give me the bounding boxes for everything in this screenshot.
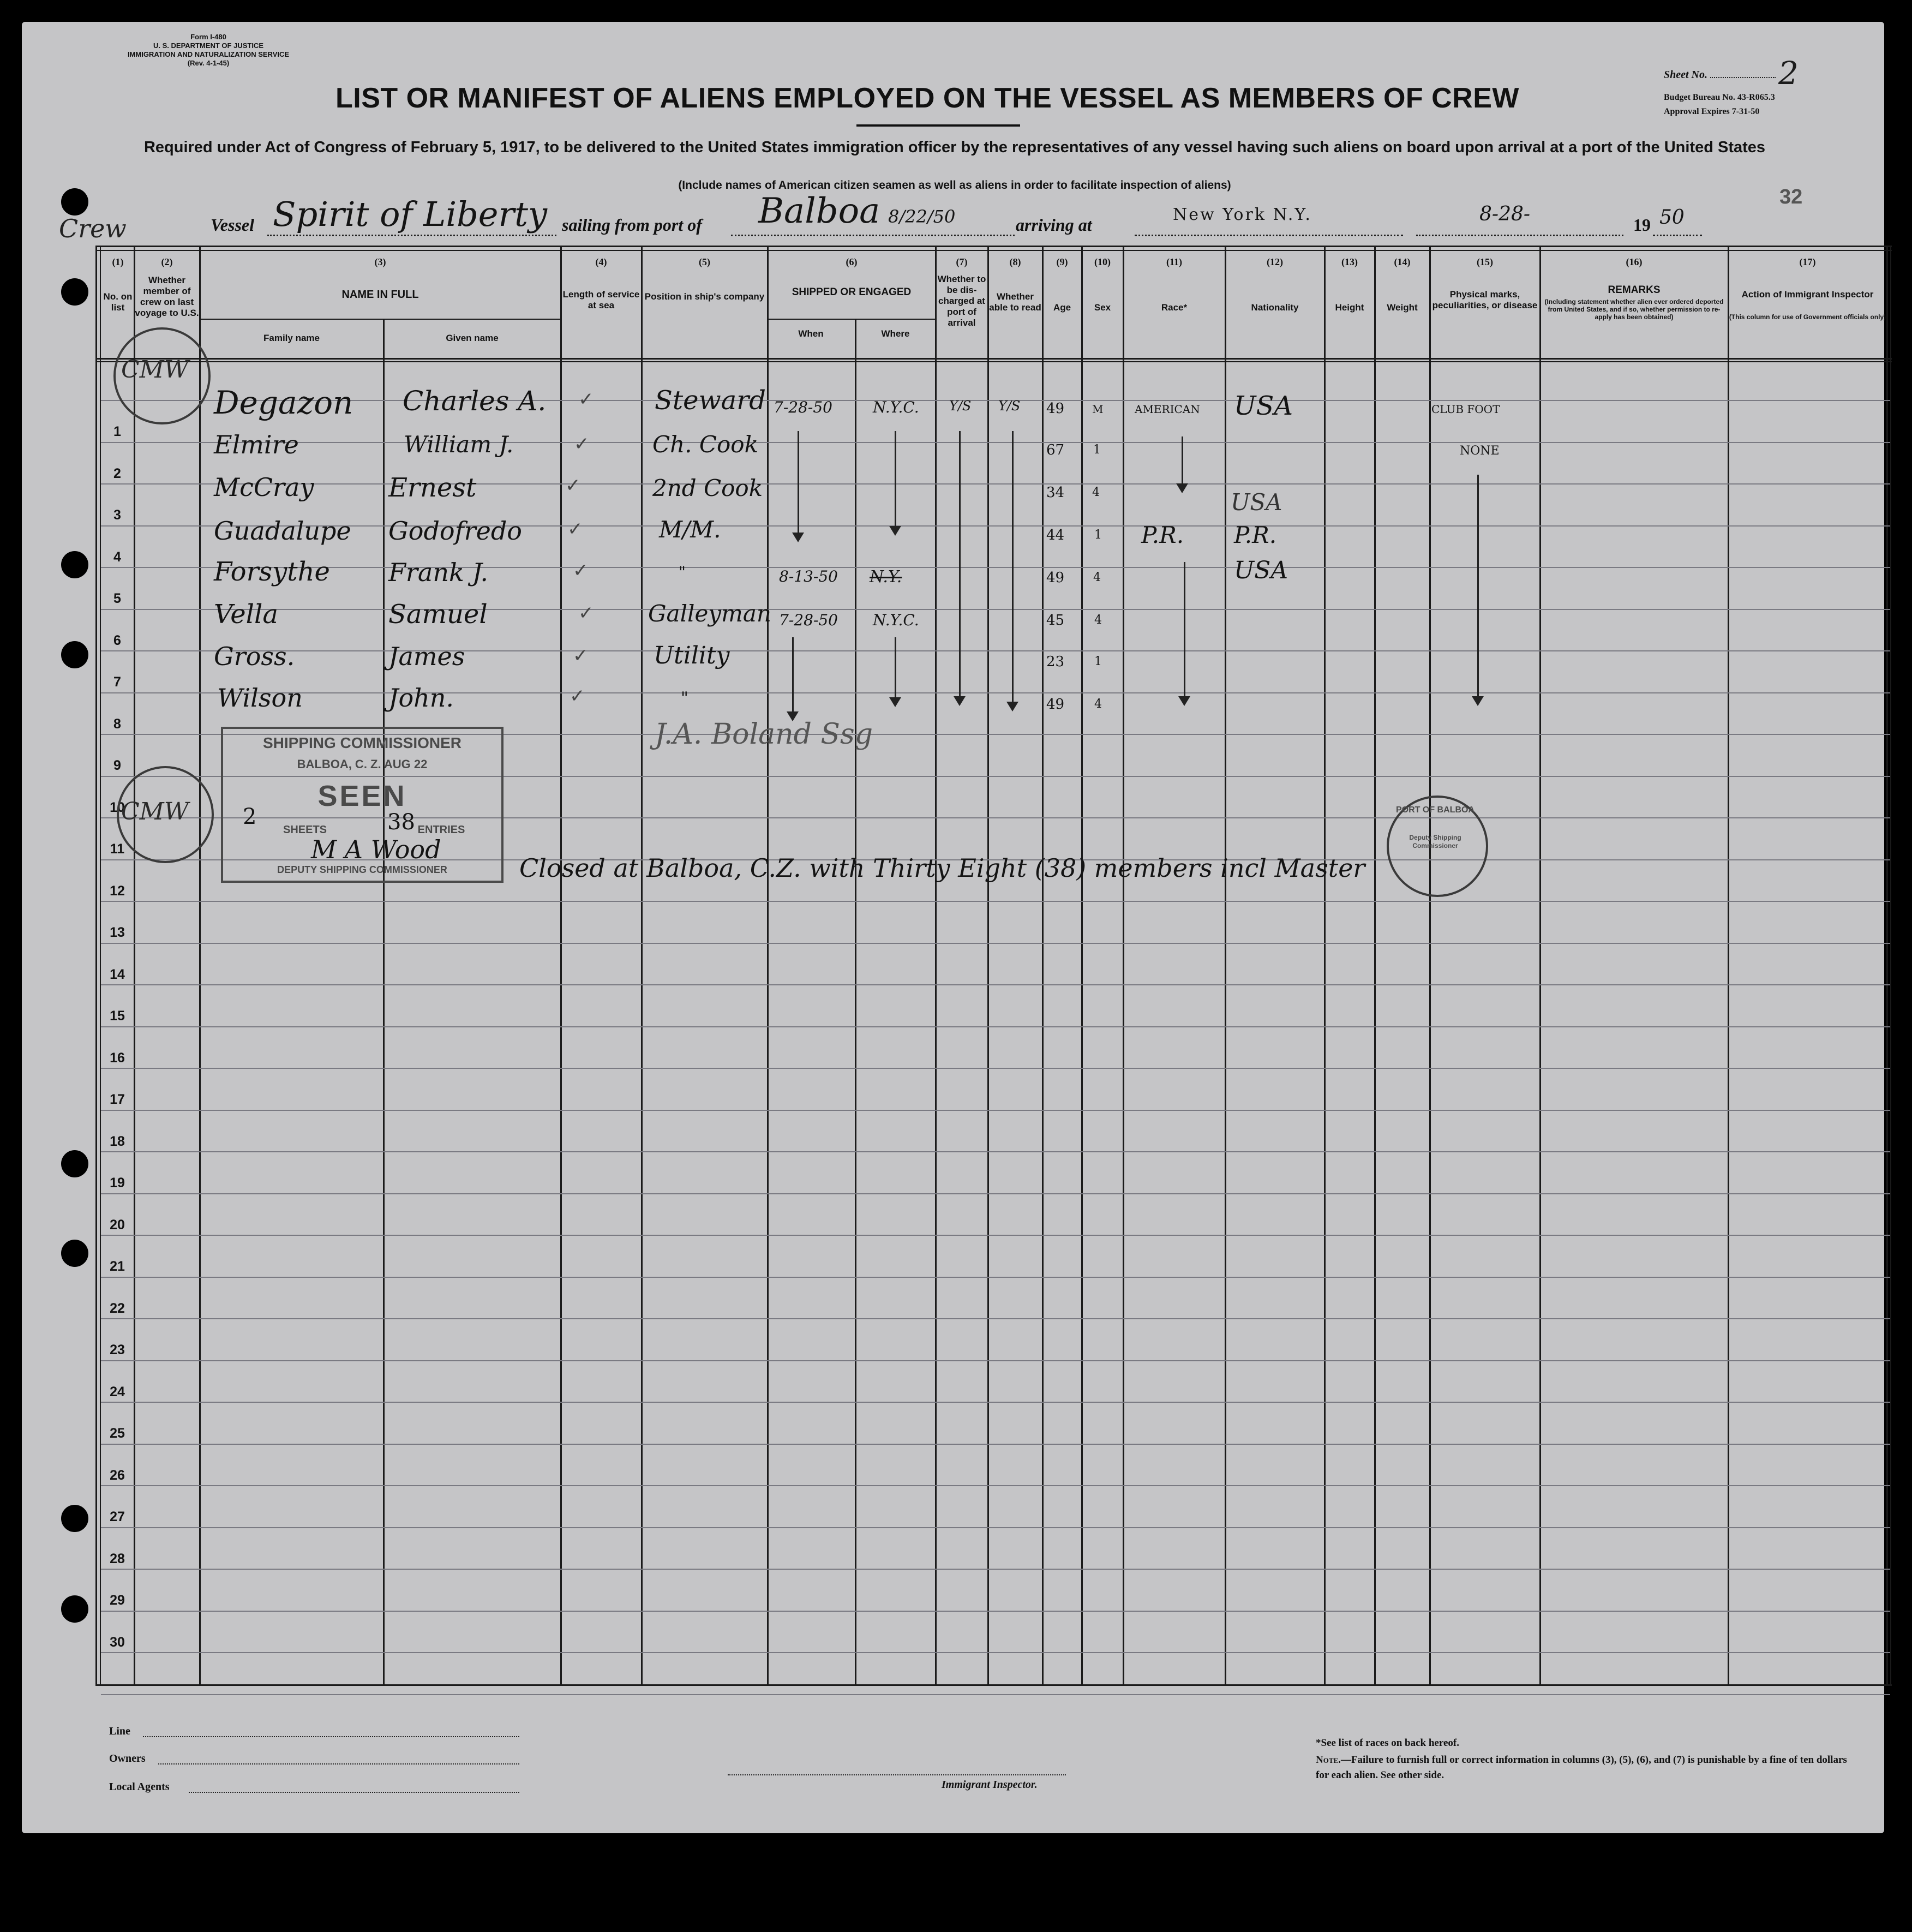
family-name: Forsythe [214,557,330,587]
col-number: (10) [1094,256,1111,267]
given-name: William J. [404,431,514,458]
header-height: Height [1335,302,1364,313]
header-no-on-list: No. on list [103,291,133,313]
punch-hole [61,1505,88,1532]
row-number: 23 [110,1342,125,1357]
row-rule [101,567,1890,568]
nationality: USA [1234,391,1293,421]
col-number: (9) [1056,256,1068,267]
row-rule [101,1569,1890,1570]
ditto-arrow [959,431,961,698]
row-rule [101,483,1890,485]
col-border [641,246,643,1686]
row-number: 15 [110,1008,125,1024]
row-rule [101,692,1890,693]
col-border [1374,246,1376,1686]
col-number: (8) [1009,256,1021,267]
seal-subtitle: Deputy Shipping Commissioner [1409,834,1461,850]
owners-label: Owners [109,1752,146,1764]
row-number: 12 [110,883,125,899]
col-border [1539,246,1541,1686]
corner-number: 32 [1779,186,1803,208]
header-family-name: Family name [263,333,320,343]
row-rule [101,984,1890,985]
shipped-subheader-rule [767,319,935,320]
form-number: Form I-480 [190,33,226,41]
shipped-when: 7-28-50 [774,398,832,416]
row-rule [101,1235,1890,1236]
punch-hole [61,1150,88,1177]
revision: (Rev. 4-1-45) [187,59,230,67]
age: 34 [1046,485,1065,501]
col-number: (13) [1341,256,1358,267]
inspector-signature-field[interactable] [728,1774,1066,1775]
header-length-of-service: Length of service at sea [562,289,640,310]
row-rule [101,650,1890,651]
row-number: 7 [113,674,121,690]
row-rule [101,1611,1890,1612]
seal-title: PORT OF BALBOA [1396,805,1475,815]
row-rule [101,1444,1890,1445]
col-number: (12) [1267,256,1283,267]
row-number: 18 [110,1133,125,1149]
given-name: Frank J. [388,558,488,587]
budget-number: Budget Bureau No. 43-R065.3 [1664,93,1775,102]
col-border [199,246,201,1686]
race: P.R. [1141,522,1184,548]
ditto-arrow [895,431,896,528]
ditto-arrow [792,637,794,714]
closing-note: Closed at Balboa, C.Z. with Thirty Eight (38) members incl Master [519,853,1365,883]
budget-info [1664,91,1871,119]
table-bottom-rule [95,1684,1892,1686]
shipped-where: N.Y.C. [873,398,919,416]
vessel-name: Spirit of Liberty [273,194,548,234]
position: 2nd Cook [652,475,763,501]
sex: 4 [1094,613,1102,627]
row-rule [101,400,1890,401]
ditto-arrow [895,637,896,699]
family-name: Gross. [214,642,295,671]
row-rule [101,943,1890,944]
family-name: Guadalupe [214,516,351,546]
row-rule [101,1110,1890,1111]
age: 67 [1046,442,1065,458]
given-name: Samuel [388,599,488,630]
owners-field[interactable] [158,1763,519,1764]
row-number: 21 [110,1259,125,1274]
col-border [987,246,989,1686]
header-sex: Sex [1094,302,1111,313]
row-number: 28 [110,1551,125,1566]
nationality: USA [1234,557,1288,584]
family-name: Elmire [214,430,299,459]
position: Galleyman [648,600,771,627]
row-rule [101,1068,1890,1069]
col-border [1123,246,1124,1686]
col-number: (16) [1626,256,1643,267]
shipped-where: N.Y.C. [873,611,919,629]
vessel-label: Vessel [211,215,254,235]
punch-hole [61,1240,88,1267]
row-number: 29 [110,1593,125,1608]
note-label: Note. [1316,1754,1341,1766]
age: 23 [1046,654,1065,670]
col-border [1429,246,1431,1686]
age: 49 [1046,400,1065,417]
discharged: Y/S [949,398,972,414]
header-bottom-rule [95,358,1892,360]
year-prefix: 19 [1633,215,1651,235]
able-to-read: Y/S [998,398,1021,414]
row-rule [101,1527,1890,1528]
given-name: Godofredo [388,516,522,546]
row-number: 8 [113,716,121,732]
sex: 1 [1094,528,1102,542]
col-border [95,246,97,1686]
stamp-sheets-count: 2 [243,804,257,829]
sex: 4 [1094,697,1102,711]
sailing-port: Balboa [758,191,880,231]
punch-hole [61,551,88,578]
punch-hole [61,278,88,306]
ditto-arrow [798,431,799,535]
shipped-when: 7-28-50 [779,611,838,629]
seal-initials: CMW [121,356,189,384]
given-name: James [388,642,465,671]
crew-table [95,246,1892,1686]
family-name: Wilson [217,683,303,713]
col-border [383,319,385,1686]
position: Utility [654,642,730,669]
sheet-number: 2 [1778,55,1799,92]
col-number: (4) [595,256,607,267]
row-number: 10 [110,799,125,815]
sailing-label: sailing from port of [562,215,702,235]
row-rule [101,1026,1890,1027]
include-note: (Include names of American citizen seamen as well as aliens in order to facilitate inspection of aliens) [678,179,1231,192]
check-mark: ✓ [573,560,589,582]
row-number: 1 [113,424,121,439]
col-border [1324,246,1326,1686]
sex: 4 [1093,571,1101,584]
department: U. S. DEPARTMENT OF JUSTICE [153,41,263,50]
given-name: Charles A. [403,385,547,417]
family-name: McCray [214,472,314,502]
seal-initials: CMW [121,798,189,826]
row-rule [101,1193,1890,1194]
stamp-entries-count: 38 [387,810,415,835]
stamp-title: SHIPPING COMMISSIONER [262,734,462,751]
header-position: Position in ship's company [644,291,765,302]
row-number: 27 [110,1509,125,1524]
header-nationality: Nationality [1251,302,1299,313]
ditto-arrow [1184,562,1185,698]
header-race: Race* [1161,302,1188,313]
col-border [935,246,937,1686]
row-rule [101,1652,1890,1653]
shipped-when: 8-13-50 [779,567,838,585]
inspector-label: Immigrant Inspector. [942,1779,1038,1791]
sex: M [1092,403,1104,416]
line-field[interactable] [143,1736,519,1737]
ditto-arrow [1477,475,1479,698]
row-number: 17 [110,1092,125,1107]
position: " [681,689,688,708]
service: IMMIGRATION AND NATURALIZATION SERVICE [127,50,290,58]
row-number: 16 [110,1050,125,1066]
col-number: (14) [1394,256,1411,267]
punch-hole [61,188,88,216]
row-number: 9 [113,758,121,773]
col-number: (2) [161,256,173,267]
header-where: Where [881,328,910,339]
physical-marks: NONE [1460,444,1500,458]
row-rule [101,1277,1890,1278]
row-rule [101,442,1890,443]
row-rule [101,1694,1890,1695]
race: AMERICAN [1135,403,1200,416]
note-text: —Failure to furnish full or correct information in columns (3), (5), (6), and (7) is punishable by a fine of ten dollars for each alien. See other side. [1316,1754,1847,1781]
row-number: 30 [110,1634,125,1650]
shipped-where: N.Y. [870,567,902,587]
header-able-to-read: Whether able to read [989,291,1041,313]
col-border [1890,246,1891,1686]
position: Ch. Cook [652,431,759,458]
check-mark: ✓ [573,645,589,667]
officer-signature: J.A. Boland Ssg [655,718,873,751]
header-remarks-detail: (Including statement whether alien ever ordered deported from United States, and if so, whether permission to re-apply has been obtained) [1544,298,1724,321]
check-mark: ✓ [578,388,594,410]
given-name: John. [388,683,454,713]
arriving-port: New York N.Y. [1173,205,1312,224]
position: Steward [655,385,766,416]
col-number: (15) [1477,256,1493,267]
row-number: 4 [113,549,121,565]
family-name: Degazon [214,384,353,421]
col-border [767,246,769,1686]
ditto-arrow [1182,436,1183,486]
row-number: 3 [113,507,121,523]
sailing-date: 8/22/50 [888,206,956,227]
name-subheader-rule [199,319,560,320]
col-border [134,246,135,1686]
check-mark: ✓ [578,602,594,624]
nationality: USA [1231,489,1282,516]
col-border [1886,246,1888,1686]
age: 44 [1046,527,1065,543]
header-age: Age [1053,302,1071,313]
col-number: (11) [1166,256,1182,267]
stamp-place: BALBOA, C. Z. AUG 22 [297,757,428,771]
header-remarks: REMARKS [1608,284,1661,296]
row-rule [101,1318,1890,1319]
row-rule [101,1485,1890,1486]
nationality: P.R. [1234,522,1277,548]
row-number: 13 [110,925,125,940]
col-number: (5) [699,256,710,267]
row-number: 24 [110,1384,125,1399]
stamp-deputy: DEPUTY SHIPPING COMMISSIONER [277,864,447,875]
stamp-seen: SEEN [317,780,407,812]
line-label: Line [109,1725,130,1737]
col-number: (6) [846,256,858,267]
sex: 1 [1093,443,1101,457]
position: M/M. [659,516,721,543]
row-number: 19 [110,1175,125,1191]
row-rule [101,1360,1890,1361]
header-when: When [798,328,824,339]
header-last-voyage: Whether member of crew on last voyage to U.S. [135,275,199,318]
check-mark: ✓ [570,685,585,707]
header-discharged: Whether to be dis-charged at port of arrival [937,274,986,328]
form-identifier [94,33,323,68]
col-border [855,319,856,1686]
sex: 1 [1094,655,1102,668]
row-number: 25 [110,1426,125,1441]
table-top-rule-2 [95,250,1892,251]
title-underline [856,124,1020,127]
check-mark: ✓ [565,475,581,497]
row-rule [101,901,1890,902]
sheet-label: Sheet No. [1664,69,1707,81]
check-mark: ✓ [574,433,590,455]
header-inspector-detail: (This column for use of Government officials only) [1729,313,1886,321]
local-agents-label: Local Agents [109,1781,170,1793]
row-number: 6 [113,632,121,648]
header-physical-marks: Physical marks, peculiarities, or disease [1432,289,1538,310]
ditto-arrow [1012,431,1014,704]
approval-expiry: Approval Expires 7-31-50 [1664,107,1760,116]
position: " [679,563,686,581]
requirement-text: Required under Act of Congress of February 5, 1917, to be delivered to the United States immigration officer by the representatives of any vessel having such aliens on board upon arrival at a port of the United States [143,139,1766,156]
row-number: 5 [113,591,121,606]
row-number: 22 [110,1300,125,1316]
age: 49 [1046,570,1065,586]
corner-handwriting: Crew [59,214,127,243]
row-number: 26 [110,1467,125,1483]
row-number: 14 [110,966,125,982]
arriving-label: arriving at [1016,215,1092,235]
header-given-name: Given name [446,333,499,343]
row-rule [101,1151,1890,1152]
col-border [1728,246,1729,1686]
stamp-commissioner-sign: M A Wood [311,835,441,864]
given-name: Ernest [388,472,477,503]
check-mark: ✓ [567,518,583,540]
punch-hole [61,1595,88,1623]
col-border [1225,246,1226,1686]
row-rule [101,609,1890,610]
col-number: (1) [112,256,124,267]
row-number: 2 [113,465,121,481]
header-name-in-full: NAME IN FULL [341,289,419,301]
col-border [1042,246,1044,1686]
table-top-rule [95,246,1892,247]
col-number: (7) [956,256,968,267]
header-bottom-rule-2 [95,361,1892,362]
penalty-note [1316,1752,1861,1783]
age: 45 [1046,612,1065,629]
physical-marks: CLUB FOOT [1431,403,1500,416]
races-note: *See list of races on back hereof. [1316,1737,1459,1749]
arrival-year: 50 [1659,206,1685,229]
page-title: LIST OR MANIFEST OF ALIENS EMPLOYED ON THE VESSEL AS MEMBERS OF CREW [335,82,1519,114]
stamp-sheets-label: SHEETS [283,824,327,836]
row-number: 11 [110,841,125,857]
sex: 4 [1092,486,1100,499]
col-border [1081,246,1083,1686]
punch-hole [61,641,88,668]
col-number: (3) [374,256,386,267]
row-rule [101,1402,1890,1403]
sheet-number-label [1664,69,1860,81]
header-inspector-action: Action of Immigrant Inspector [1741,289,1874,300]
stamp-entries-label: ENTRIES [417,824,465,836]
row-rule [101,525,1890,527]
arrival-date: 8-28- [1479,203,1531,225]
local-agents-field[interactable] [189,1792,519,1793]
header-weight: Weight [1387,302,1418,313]
family-name: Vella [214,599,278,630]
col-border [560,246,562,1686]
col-number: (17) [1799,256,1816,267]
row-number: 20 [110,1217,125,1233]
age: 49 [1046,696,1065,713]
header-shipped-engaged: SHIPPED OR ENGAGED [792,286,912,298]
